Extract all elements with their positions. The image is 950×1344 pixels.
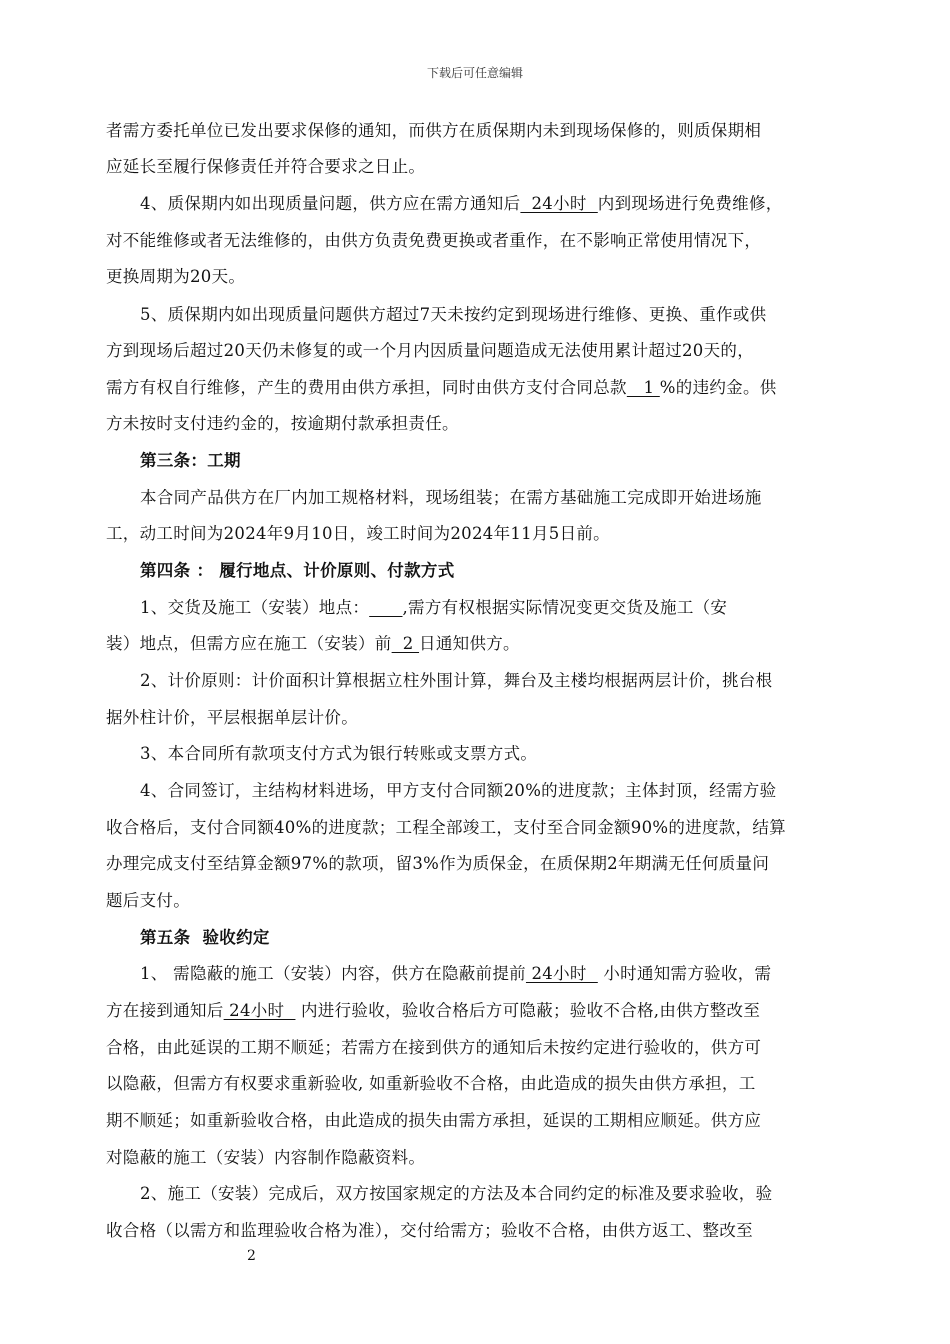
text-line [140,488,762,508]
heading-text: 第四条 ： 履行地点、计价原则、付款方式 [140,561,455,580]
line-text: %的违约金。供 [659,378,777,397]
text-line [140,598,727,618]
line-text: 1、 需隐蔽的施工（安装）内容，供方在隐蔽前提前 [140,964,526,983]
line-text: 题后支付。 [106,891,190,910]
text-line [106,121,761,141]
underlined-field: 2 [391,634,420,653]
section-heading [140,561,455,581]
line-text: 日通知供方。 [419,634,520,653]
line-text: ,需方有权根据实际情况变更交货及施工（安 [402,598,728,617]
underlined-field: 1 [626,378,660,397]
text-line [106,378,777,398]
text-line [140,194,783,214]
underlined-field: 24小时 [223,1001,296,1020]
text-line [106,1221,753,1241]
text-line [106,634,520,654]
line-text: 4、质保期内如出现质量问题，供方应在需方通知后 [140,194,521,213]
line-text: 3、本合同所有款项支付方式为银行转账或支票方式。 [140,744,538,763]
line-text: 2、施工（安装）完成后，双方按国家规定的方法及本合同约定的标准及要求验收，验 [140,1184,773,1203]
line-text: 小时通知需方验收，需 [597,964,772,983]
section-heading [140,451,241,471]
line-text: 据外柱计价，平层根据单层计价。 [106,708,358,727]
line-text: 4、合同签订，主结构材料进场，甲方支付合同额20%的进度款；主体封顶，经需方验 [140,781,777,800]
text-line [140,744,537,764]
text-line [106,231,761,251]
text-line [140,671,772,691]
page-header: 下载后可任意编辑 [426,66,523,80]
line-text: 应延长至履行保修责任并符合要求之日止。 [106,157,426,176]
text-line [140,781,776,801]
line-text: 以隐蔽，但需方有权要求重新验收, 如重新验收不合格，由此造成的损失由供方承担，工 [106,1074,756,1093]
line-text: 2、计价原则：计价面积计算根据立柱外围计算，舞台及主楼均根据两层计价，挑台根 [140,671,773,690]
text-line [106,1001,760,1021]
underlined-field: 24小时 [525,964,598,983]
line-text: 更换周期为20天。 [106,267,246,286]
line-text: 5、质保期内如出现质量问题供方超过7天未按约定到现场进行维修、更换、重作或供 [140,305,767,324]
text-line [140,1184,772,1204]
text-line [106,708,358,728]
heading-text: 第五条 验收约定 [140,928,270,947]
line-text: 内到现场进行免费维修， [597,194,783,213]
page-number: 2 [247,1248,256,1264]
text-line [106,854,769,874]
line-text: 合格，由此延误的工期不顺延；若需方在接到供方的通知后未按约定进行验收的，供方可 [106,1038,762,1057]
text-line [106,414,459,434]
line-text: 对隐蔽的施工（安装）内容制作隐蔽资料。 [106,1148,426,1167]
text-line [140,305,766,325]
line-text: 本合同产品供方在厂内加工规格材料，现场组装；在需方基础施工完成即开始进场施 [140,488,762,507]
line-text: 对不能维修或者无法维修的，由供方负责免费更换或者重作，在不影响正常使用情况下， [106,231,762,250]
line-text: 方到现场后超过20天仍未修复的或一个月内因质量问题造成无法使用累计超过20天的， [106,341,754,360]
text-line [140,964,771,984]
text-line [106,267,245,287]
text-line [106,818,786,838]
line-text: 期不顺延；如重新验收合格，由此造成的损失由需方承担，延误的工期相应顺延。供方应 [106,1111,762,1130]
line-text: 工，动工时间为2024年9月10日，竣工时间为2024年11月5日前。 [106,524,610,543]
text-line [106,524,610,544]
section-heading [140,928,270,948]
line-text: 装）地点，但需方应在施工（安装）前 [106,634,392,653]
line-text: 1、交货及施工（安装）地点： [140,598,370,617]
underlined-field [369,598,402,617]
line-text: 需方有权自行维修，产生的费用由供方承担，同时由供方支付合同总款 [106,378,627,397]
text-line [106,891,190,911]
text-line [106,157,425,177]
line-text: 者需方委托单位已发出要求保修的通知，而供方在质保期内未到现场保修的，则质保期相 [106,121,762,140]
line-text: 收合格（以需方和监理验收合格为准），交付给需方；验收不合格，由供方返工、整改至 [106,1221,753,1240]
line-text: 办理完成支付至结算金额97%的款项，留3%作为质保金，在质保期2年期满无任何质量问 [106,854,770,873]
line-text: 方在接到通知后 [106,1001,224,1020]
text-line [106,1111,761,1131]
underlined-field: 24小时 [520,194,598,213]
text-line [106,1148,425,1168]
text-line [106,341,754,361]
text-line [106,1038,761,1058]
line-text: 方未按时支付违约金的，按逾期付款承担责任。 [106,414,459,433]
line-text: 内进行验收，验收合格后方可隐蔽；验收不合格,由供方整改至 [295,1001,761,1020]
heading-text: 第三条：工期 [140,451,241,470]
text-line [106,1074,756,1094]
line-text: 收合格后，支付合同额40%的进度款；工程全部竣工，支付至合同金额90%的进度款，结算 [106,818,786,837]
